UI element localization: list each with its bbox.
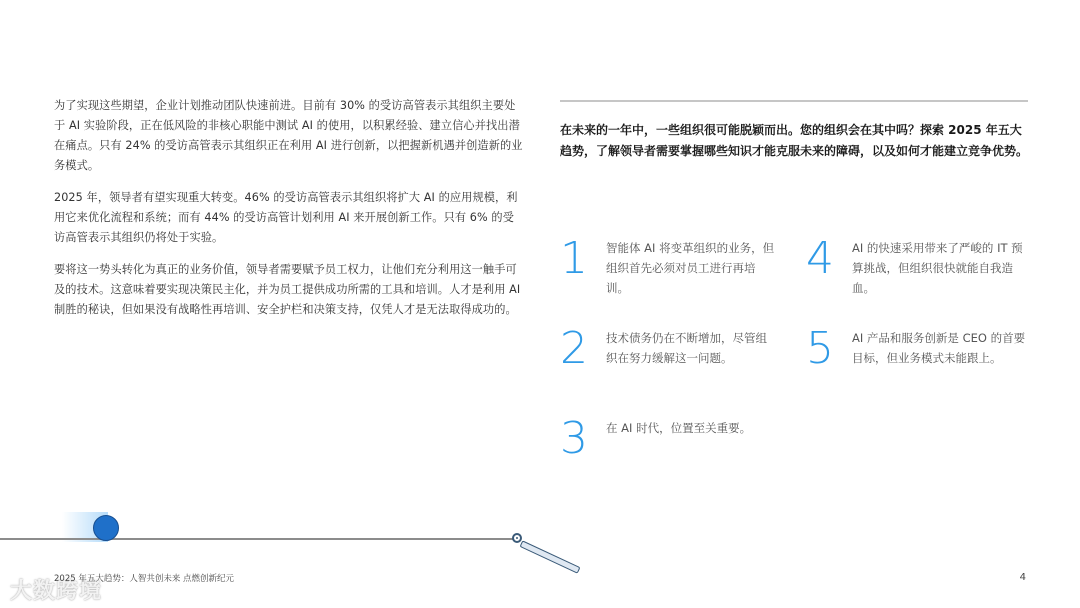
trend-item-1 <box>560 233 778 298</box>
trend-text: 在 AI 时代，位置至关重要。 <box>606 421 752 435</box>
trend-number: 4 <box>806 233 834 284</box>
timeline-dot-icon <box>93 515 119 541</box>
trend-text: AI 的快速采用带来了严峻的 IT 预算挑战，但组织很快就能自我造血。 <box>852 241 1023 295</box>
timeline-line <box>0 538 514 540</box>
trend-text: 智能体 AI 将变革组织的业务，但组织首先必须对员工进行再培训。 <box>606 241 775 295</box>
body-paragraph: 2025 年，领导者有望实现重大转变。46% 的受访高管表示其组织将扩大 AI 的应用规模，利用它来优化流程和系统；而有 44% 的受访高管计划利用 AI 来开展创新工作。只有 6% 的受访高管表示其组织仍将处于实验。 <box>54 191 518 244</box>
trend-item-3 <box>560 413 778 464</box>
body-paragraph: 为了实现这些期望，企业计划推动团队快速前进。目前有 30% 的受访高管表示其组织主要处于 AI 实验阶段，正在低风险的非核心职能中测试 AI 的使用，以积累经验、建立信心并找出潜在痛点。只有 24% 的受访高管表示其组织正在利用 AI 进行创新，以把握新机遇并创造新的业务模式。 <box>54 99 523 172</box>
trend-item-5 <box>806 323 1034 374</box>
trend-number: 1 <box>560 233 588 284</box>
trend-number: 3 <box>560 413 588 464</box>
trend-number: 5 <box>806 323 834 374</box>
footer-title: 2025 年五大趋势：人智共创未来 点燃创新纪元 <box>54 574 235 584</box>
body-paragraph: 要将这一势头转化为真正的业务价值，领导者需要赋予员工权力，让他们充分利用这一触手可及的技术。这意味着要实现决策民主化，并为员工提供成功所需的工具和培训。人才是利用 AI 制胜的秘诀，但如果没有战略性再培训、安全护栏和决策支持，仅凭人才是无法取得成功的。 <box>54 263 521 316</box>
trends-intro-column <box>560 100 1028 162</box>
divider <box>560 100 1028 102</box>
page-number: 4 <box>1019 572 1026 583</box>
trend-text: 技术债务仍在不断增加，尽管组织在努力缓解这一问题。 <box>606 331 767 365</box>
trend-number: 2 <box>560 323 588 374</box>
intro-heading: 在未来的一年中，一些组织很可能脱颖而出。您的组织会在其中吗？探索 2025 年五大趋势，了解领导者需要掌握哪些知识才能克服未来的障碍，以及如何才能建立竞争优势。 <box>560 123 1029 158</box>
trend-item-4 <box>806 233 1034 298</box>
slider-stick-icon <box>520 540 581 573</box>
trend-text: AI 产品和服务创新是 CEO 的首要目标，但业务模式未能跟上。 <box>852 331 1026 365</box>
watermark-logo: 大数跨境 <box>10 579 103 604</box>
trend-item-2 <box>560 323 778 374</box>
body-text-column <box>54 96 524 332</box>
